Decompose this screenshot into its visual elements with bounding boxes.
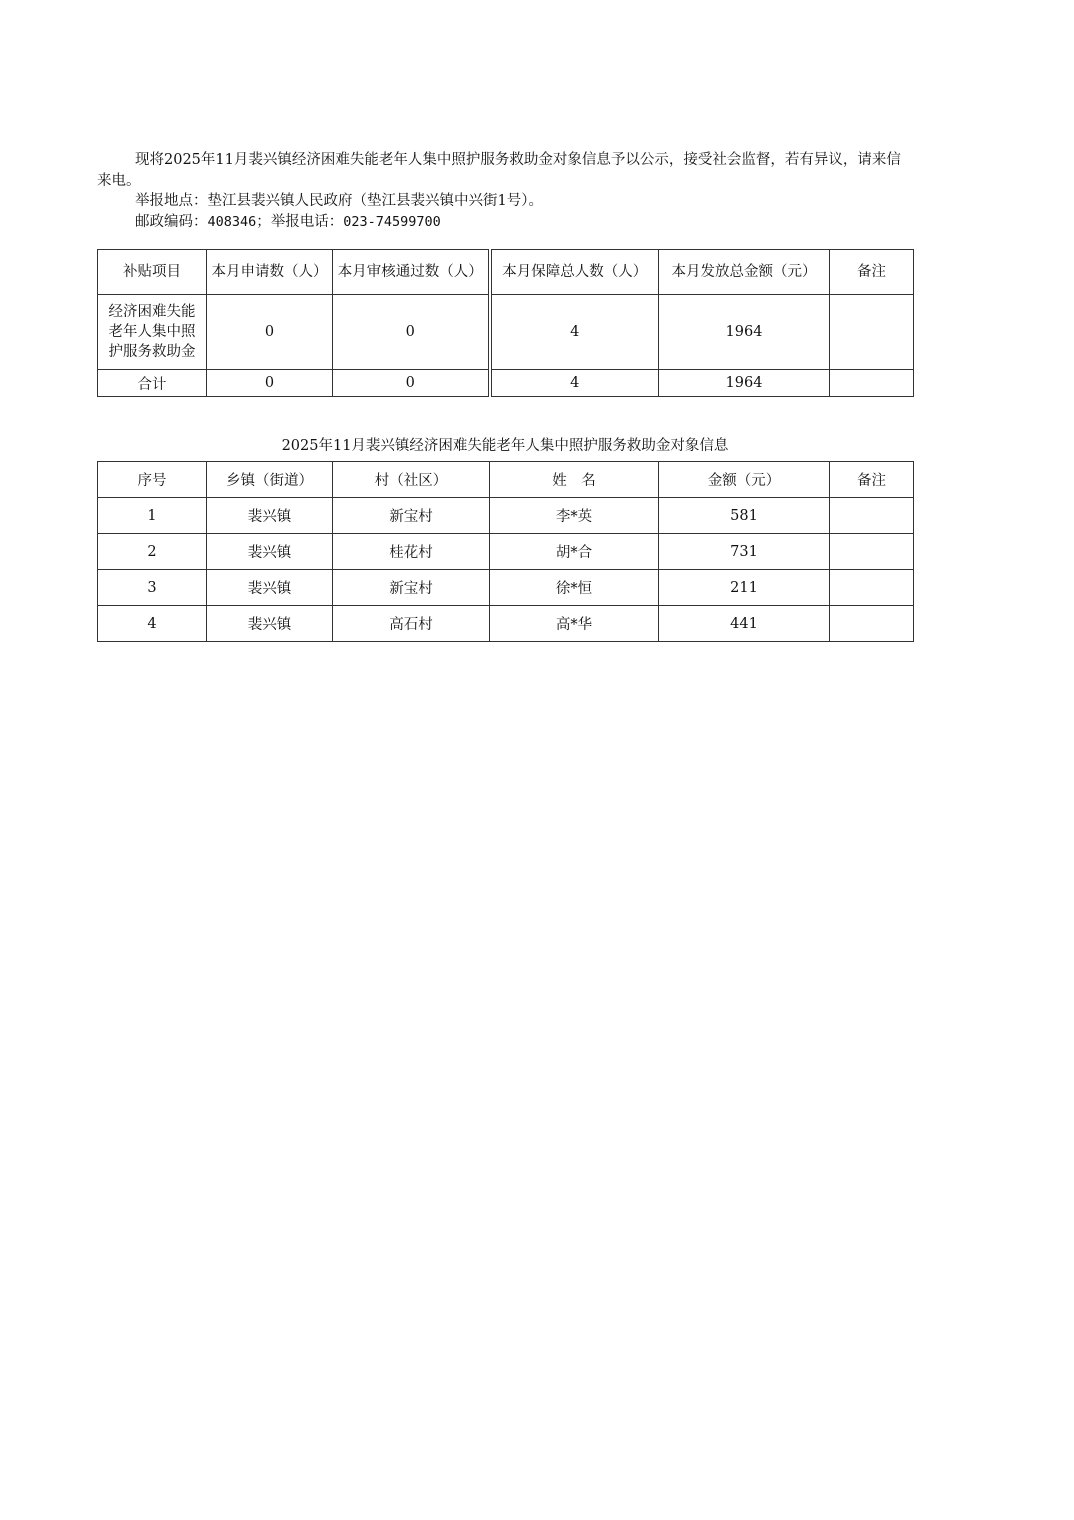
approved-cell: 0 — [333, 295, 490, 370]
postcode-label: 邮政编码： — [135, 213, 208, 230]
summary-header-row — [98, 250, 914, 295]
header-cell: 备注 — [830, 462, 914, 498]
header-cell: 本月审核通过数（人） — [333, 250, 490, 295]
town-cell: 裴兴镇 — [207, 606, 333, 642]
name-cell: 高*华 — [490, 606, 659, 642]
total-amount-cell: 1964 — [659, 370, 830, 397]
village-cell: 新宝村 — [333, 498, 490, 534]
village-cell: 高石村 — [333, 606, 490, 642]
address-value: 垫江县裴兴镇人民政府（垫江县裴兴镇中兴街1号）。 — [207, 193, 543, 209]
header-cell: 村（社区） — [333, 462, 490, 498]
note-cell — [830, 534, 914, 570]
detail-table — [97, 461, 914, 642]
row-number: 3 — [98, 570, 207, 606]
amount-cell: 211 — [659, 570, 830, 606]
header-cell: 本月申请数（人） — [207, 250, 333, 295]
header-cell: 姓 名 — [490, 462, 659, 498]
header-cell: 本月发放总金额（元） — [659, 250, 830, 295]
header-cell: 补贴项目 — [98, 250, 207, 295]
contact-line — [97, 212, 915, 233]
name-cell: 李*英 — [490, 498, 659, 534]
applied-cell: 0 — [207, 370, 333, 397]
item-cell — [98, 295, 207, 370]
header-cell: 本月保障总人数（人） — [490, 250, 659, 295]
town-cell: 裴兴镇 — [207, 498, 333, 534]
phone-value: 023-74599700 — [343, 213, 441, 230]
total-people-cell: 4 — [490, 370, 659, 397]
table-row — [98, 570, 914, 606]
table-row — [98, 534, 914, 570]
name-cell: 胡*合 — [490, 534, 659, 570]
note-cell — [830, 498, 914, 534]
approved-cell: 0 — [333, 370, 490, 397]
town-cell: 裴兴镇 — [207, 534, 333, 570]
item-label: 经济困难失能老年人集中照护服务救助金 — [108, 304, 196, 360]
detail-caption: 2025年11月裴兴镇经济困难失能老年人集中照护服务救助金对象信息 — [281, 438, 729, 454]
header-cell: 金额（元） — [659, 462, 830, 498]
phone-label: ；举报电话： — [256, 213, 344, 230]
header-cell: 乡镇（街道） — [207, 462, 333, 498]
detail-header-row — [98, 462, 914, 498]
row-number: 1 — [98, 498, 207, 534]
summary-table — [97, 249, 914, 397]
applied-cell: 0 — [207, 295, 333, 370]
note-cell — [830, 606, 914, 642]
notice-text — [97, 150, 915, 232]
row-number: 2 — [98, 534, 207, 570]
amount-cell: 581 — [659, 498, 830, 534]
report-address — [97, 191, 915, 212]
address-label: 举报地点： — [135, 193, 208, 209]
summary-data-row — [98, 295, 914, 370]
total-people-cell: 4 — [490, 295, 659, 370]
summary-total-row — [98, 370, 914, 397]
village-cell: 新宝村 — [333, 570, 490, 606]
note-cell — [830, 370, 914, 397]
postcode-value: 408346 — [207, 213, 257, 230]
header-cell: 备注 — [830, 250, 914, 295]
name-cell: 徐*恒 — [490, 570, 659, 606]
town-cell: 裴兴镇 — [207, 570, 333, 606]
table-row — [98, 498, 914, 534]
note-cell — [830, 295, 914, 370]
header-cell: 序号 — [98, 462, 207, 498]
amount-cell: 731 — [659, 534, 830, 570]
total-amount-cell: 1964 — [659, 295, 830, 370]
amount-cell: 441 — [659, 606, 830, 642]
village-cell: 桂花村 — [333, 534, 490, 570]
total-label: 合计 — [98, 370, 207, 397]
table-row — [98, 606, 914, 642]
note-cell — [830, 570, 914, 606]
row-number: 4 — [98, 606, 207, 642]
notice-line: 现将2025年11月裴兴镇经济困难失能老年人集中照护服务救助金对象信息予以公示，接受社会监督，若有异议，请来信来电。 — [97, 152, 901, 189]
